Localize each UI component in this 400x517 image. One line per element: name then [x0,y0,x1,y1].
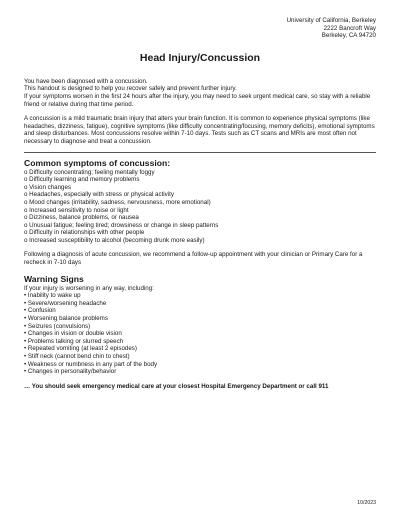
intro-paragraph-3: If your symptoms worsen in the first 24 hours after the injury, you may need to seek urgent medical care, so stay with a reliable friend or relative during that time period. [24,92,371,108]
list-item: o Increased sensitivity to noise or light [24,206,129,214]
list-item: • Repeated vomiting (at least 2 episodes) [24,345,137,353]
concussion-description: A concussion is a mild traumatic brain injury that alters your brain function. It is common to experience physical symptoms (like headaches, dizziness, fatigue), cognitive symptoms (like difficulty concentrating/focusing, memory deficits), emotional symptoms and sleep disturbances. Most concussions resolve within 7-10 days. Tests such as CT scans and MRIs are most often not necessary to diagnose and treat a concussion. [24,115,375,145]
institution-address [24,17,376,40]
list-item: • Severe/worsening headache [24,299,107,307]
list-item: • Stiff neck (cannot bend chin to chest) [24,353,130,360]
list-item: • Inability to wake up [24,292,81,300]
section-divider [24,152,376,153]
warning-heading: Warning Signs [24,273,84,284]
list-item: • Weakness or numbness in any part of the body [24,360,158,368]
list-item: o Difficulty concentrating; feeling mentally foggy [24,168,155,176]
list-item: • Changes in vision or double vision [24,330,122,338]
list-item: o Difficulty learning and memory problems [24,176,140,184]
address-line-3: Berkeley, CA 94720 [321,32,376,40]
list-item: o Mood changes (irritability, sadness, nervousness, more emotional) [24,198,211,206]
list-item: o Vision changes [24,183,72,191]
list-item: o Increased susceptibility to alcohol (becoming drunk more easily) [24,236,205,244]
emergency-notice: … You should seek emergency medical care at your closest Hospital Emergency Department or call 911 [24,382,329,390]
list-item: o Unusual fatigue; feeling tired; drowsiness or change in sleep patterns [24,221,219,229]
revision-date: 10/2023 [357,500,376,506]
list-item: • Worsening balance problems [24,315,108,323]
followup-paragraph: Following a diagnosis of acute concussion, we recommend a follow-up appointment with your clinician or Primary Care for a recheck in 7-10 days [24,251,363,267]
page-title: Head Injury/Concussion [139,51,261,64]
list-item: o Headaches, especially with stress or physical activity [24,191,174,199]
list-item: • Problems talking or slurred speech [24,337,124,345]
list-item: • Changes in personality/behavior [24,368,117,376]
list-item: o Dizziness, balance problems, or nausea [24,214,139,222]
symptoms-list [24,169,376,245]
list-item: o Difficulty in relationships with other people [24,229,145,237]
warning-list [24,292,376,376]
intro-paragraph-1: You have been diagnosed with a concussion. [24,77,148,85]
address-line-1: University of California, Berkeley [286,17,376,24]
intro-paragraph-2: This handout is designed to help you recover safely and prevent further injury. [24,85,237,93]
address-line-2: 2222 Bancroft Way [323,24,376,32]
symptoms-heading: Common symptoms of concussion: [24,157,171,168]
warning-intro: If your injury is worsening in any way, including: [24,284,154,292]
list-item: • Seizures (convulsions) [24,322,91,330]
list-item: • Confusion [24,307,56,315]
